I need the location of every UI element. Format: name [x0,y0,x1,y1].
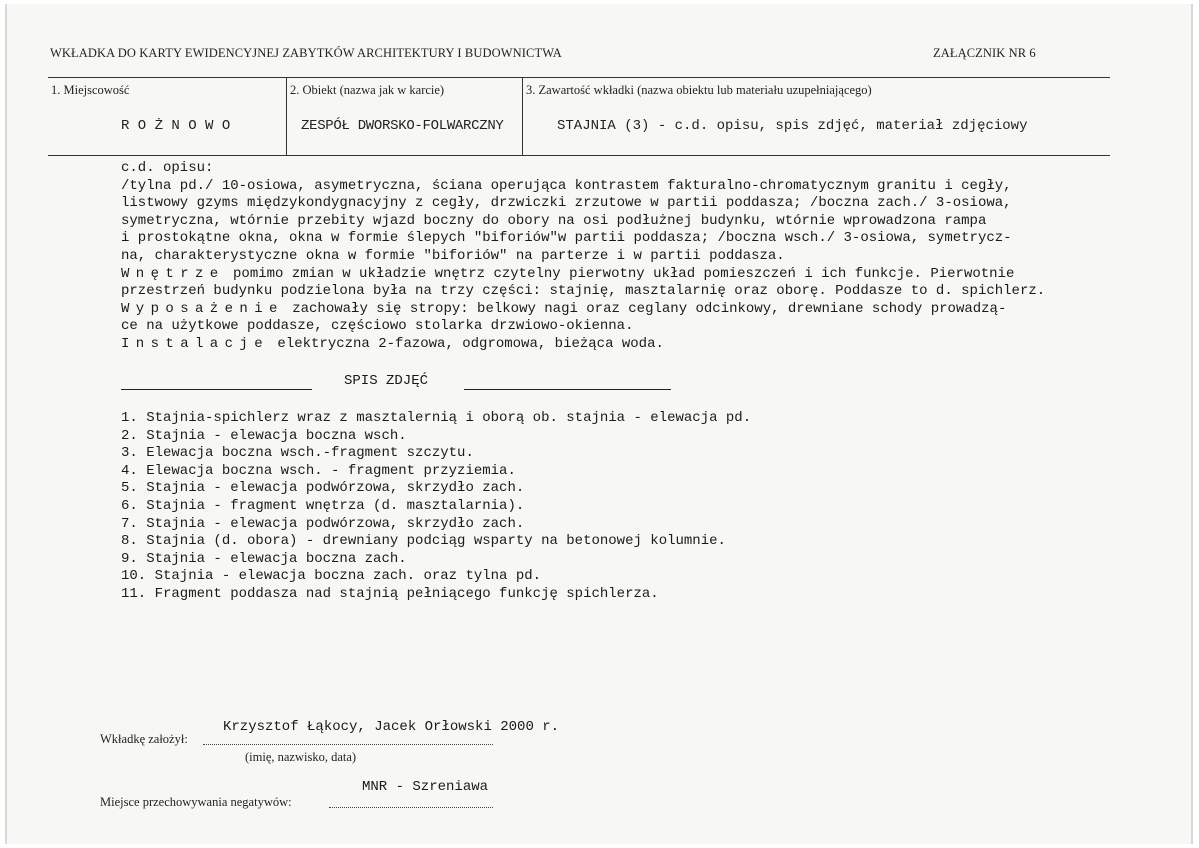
photo-heading-rule-right [464,389,671,390]
storage-dotted-line [329,807,493,808]
list-item: 3. Elewacja boczna wsch.-fragment szczytu. [121,445,474,462]
installations-text: elektryczna 2-fazowa, odgromowa, bieżąca woda. [269,335,664,352]
equipment-paragraph [121,301,1045,319]
list-item: 4. Elewacja boczna wsch. - fragment przyziemia. [121,462,516,479]
description-line: symetryczna, wtórnie przebity wjazd boczny do obory na osi podłużnej budynku, wtórnie wprowadzona rampa [121,212,987,229]
object-value: ZESPÓŁ DWORSKO-FOLWARCZNY [301,118,504,134]
content-label: 3. Zawartość wkładki (nazwa obiektu lub materiału uzupełniającego) [526,83,872,97]
equipment-heading: Wyposażenie [121,300,284,317]
authors-value: Krzysztof Łąkocy, Jacek Orłowski 2000 r. [223,719,560,735]
table-divider-1 [286,77,287,156]
list-item: 10. Stajnia - elewacja boczna zach. oraz tylna pd. [121,568,542,585]
list-item: 2. Stajnia - elewacja boczna wsch. [121,427,407,444]
storage-value: MNR - Szreniawa [362,779,489,795]
locality-value: R O Ż N O W O [121,118,231,134]
equipment-text: zachowały się stropy: belkowy nagi oraz ceglany odcinkowy, drewniane schody prowadzą- [283,300,1007,317]
document-page [5,4,1193,844]
list-item: 1. Stajnia-spichlerz wraz z masztalernią i oborą ob. stajnia - elewacja pd. [121,410,752,426]
list-item: 6. Stajnia - fragment wnętrza (d. masztalarnia). [121,497,525,514]
interior-heading: Wnętrze [121,265,225,282]
description-block [121,160,1045,354]
authors-dotted-line [203,744,493,745]
table-bottom-rule [48,155,1110,156]
list-item: 9. Stajnia - elewacja boczna zach. [121,550,407,567]
photo-list-heading: SPIS ZDJĘĆ [344,373,429,389]
interior-text: pomimo zmian w układzie wnętrz czytelny pierwotny układ pomieszczeń i ich funkcje. Pierwotnie [224,265,1015,282]
description-line: c.d. opisu: [121,160,214,176]
list-item: 5. Stajnia - elewacja podwórzowa, skrzydło zach. [121,480,525,497]
photo-list [121,410,751,604]
object-label: 2. Obiekt (nazwa jak w karcie) [290,83,445,97]
description-line: na, charakterystyczne okna w formie "biforiów" na parterze i w partii poddasza. [121,247,785,264]
table-top-rule [48,77,1110,78]
description-line: i prostokątne okna, okna w formie ślepych "biforiów"w partii poddasza; /boczna wsch./ 3-osiowa, symetrycz- [121,230,1012,247]
authors-label: Wkładkę założył: [100,732,188,746]
form-title: WKŁADKA DO KARTY EWIDENCYJNEJ ZABYTKÓW ARCHITEKTURY I BUDOWNICTWA [50,46,562,60]
description-line: listwowy gzyms międzykondygnacyjny z cegły, drzwiczki zrzutowe w partii poddasza; /boczna zach./ 3-osiowa, [121,195,1012,212]
list-item: 11. Fragment poddasza nad stajnią pełniącego funkcję spichlerza. [121,585,659,602]
table-divider-2 [522,77,523,156]
interior-paragraph [121,266,1045,284]
description-line: /tylna pd./ 10-osiowa, asymetryczna, ściana operująca kontrastem fakturalno-chromatycznym granitu i cegły, [121,177,1012,194]
photo-heading-rule-left [121,389,312,390]
equipment-line: ce na użytkowe poddasze, częściowo stolarka drzwiowo-okienna. [121,318,634,335]
list-item: 7. Stajnia - elewacja podwórzowa, skrzydło zach. [121,515,525,532]
list-item: 8. Stajnia (d. obora) - drewniany podciąg wsparty na betonowej kolumnie. [121,533,726,550]
authors-hint: (imię, nazwisko, data) [245,750,357,764]
interior-line: przestrzeń budynku podzielona była na trzy części: stajnię, masztalarnię oraz oborę. Poddasze to d. spichlerz. [121,283,1046,300]
installations-heading: Instalacje [121,335,270,352]
content-value: STAJNIA (3) - c.d. opisu, spis zdjęć, materiał zdjęciowy [557,118,1028,134]
attachment-number: ZAŁĄCZNIK NR 6 [933,46,1036,60]
installations-paragraph [121,336,1045,354]
storage-label: Miejsce przechowywania negatywów: [100,795,292,809]
locality-label: 1. Miejscowość [51,83,130,97]
